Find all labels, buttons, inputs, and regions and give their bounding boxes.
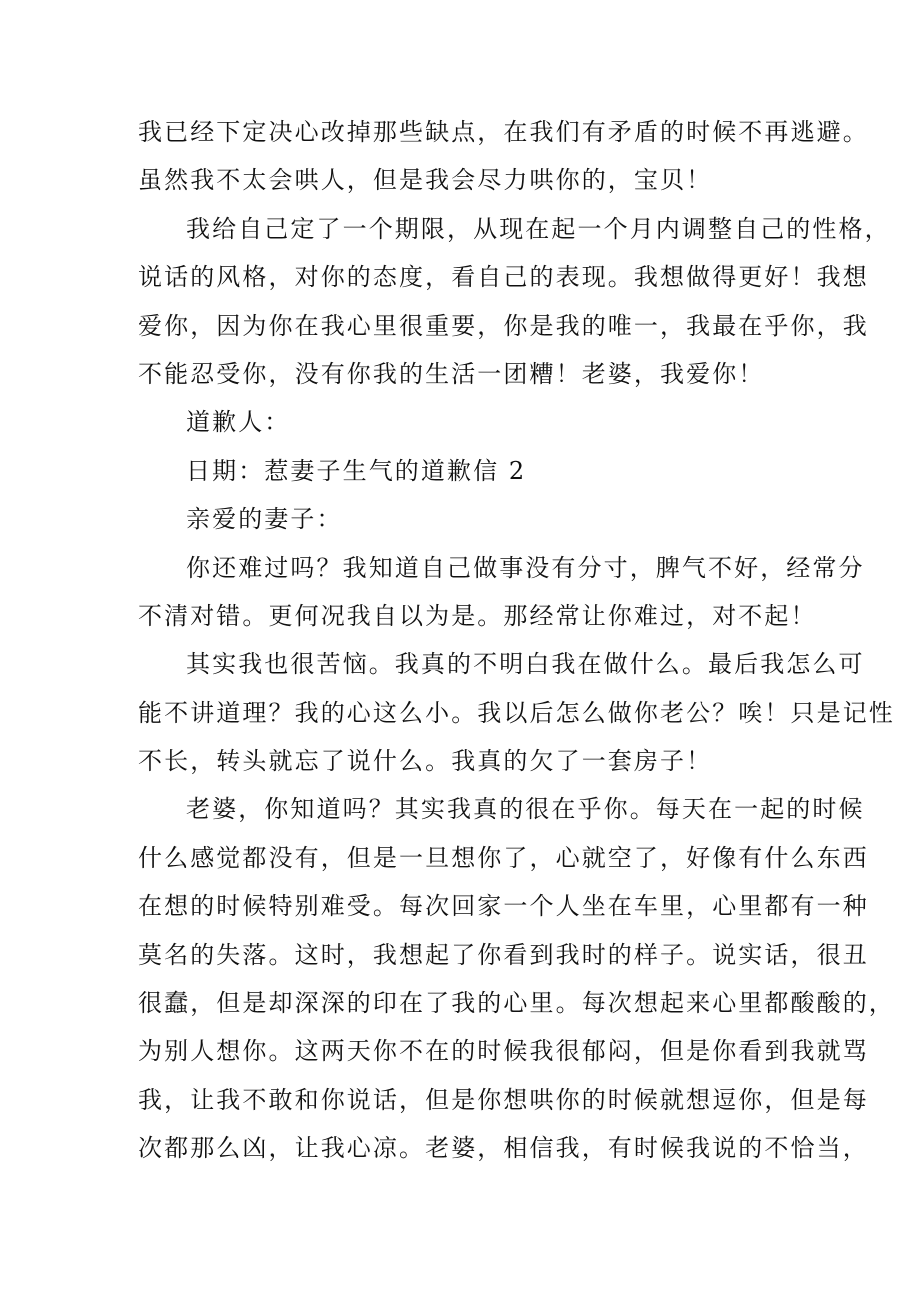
body-line-16: 什么感觉都没有，但是一旦想你了，心就空了，好像有什么东西 bbox=[138, 843, 869, 872]
body-line-18: 莫名的失落。这时，我想起了你看到我时的样子。说实话，很丑 bbox=[138, 940, 869, 969]
body-line-20: 为别人想你。这两天你不在的时候我很郁闷，但是你看到我就骂 bbox=[138, 1037, 869, 1066]
body-line-1: 我已经下定决心改掉那些缺点，在我们有矛盾的时候不再逃避。 bbox=[138, 118, 869, 146]
body-line-2: 虽然我不太会哄人，但是我会尽力哄你的，宝贝！ bbox=[138, 166, 713, 195]
body-line-22: 次都那么凶，让我心凉。老婆，相信我，有时候我说的不恰当， bbox=[138, 1134, 869, 1163]
letter-body bbox=[138, 108, 895, 1173]
body-line-5: 爱你，因为你在我心里很重要，你是我的唯一，我最在乎你，我 bbox=[138, 311, 869, 340]
apologizer-line: 道歉人： bbox=[186, 408, 291, 437]
body-line-3: 我给自己定了一个期限，从现在起一个月内调整自己的性格， bbox=[186, 214, 891, 243]
body-line-15: 老婆，你知道吗？其实我真的很在乎你。每天在一起的时候 bbox=[186, 795, 865, 824]
body-line-14: 不长，转头就忘了说什么。我真的欠了一套房子！ bbox=[138, 747, 713, 776]
body-line-17: 在想的时候特别难受。每次回家一个人坐在车里，心里都有一种 bbox=[138, 892, 869, 921]
salutation-line: 亲爱的妻子： bbox=[186, 505, 343, 534]
body-line-13: 能不讲道理？我的心这么小。我以后怎么做你老公？唉！只是记性 bbox=[138, 698, 895, 727]
body-line-6: 不能忍受你，没有你我的生活一团糟！老婆，我爱你！ bbox=[138, 359, 765, 388]
body-line-12: 其实我也很苦恼。我真的不明白我在做什么。最后我怎么可 bbox=[186, 650, 865, 679]
date-title-line: 日期：惹妻子生气的道歉信 2 bbox=[186, 456, 527, 485]
body-line-4: 说话的风格，对你的态度，看自己的表现。我想做得更好！我想 bbox=[138, 263, 869, 292]
body-line-11: 不清对错。更何况我自以为是。那经常让你难过，对不起！ bbox=[138, 601, 817, 630]
body-line-10: 你还难过吗？我知道自己做事没有分寸，脾气不好，经常分 bbox=[186, 553, 865, 582]
body-line-19: 很蠢，但是却深深的印在了我的心里。每次想起来心里都酸酸的， bbox=[138, 989, 895, 1018]
body-line-21: 我，让我不敢和你说话，但是你想哄你的时候就想逗你，但是每 bbox=[138, 1085, 869, 1114]
